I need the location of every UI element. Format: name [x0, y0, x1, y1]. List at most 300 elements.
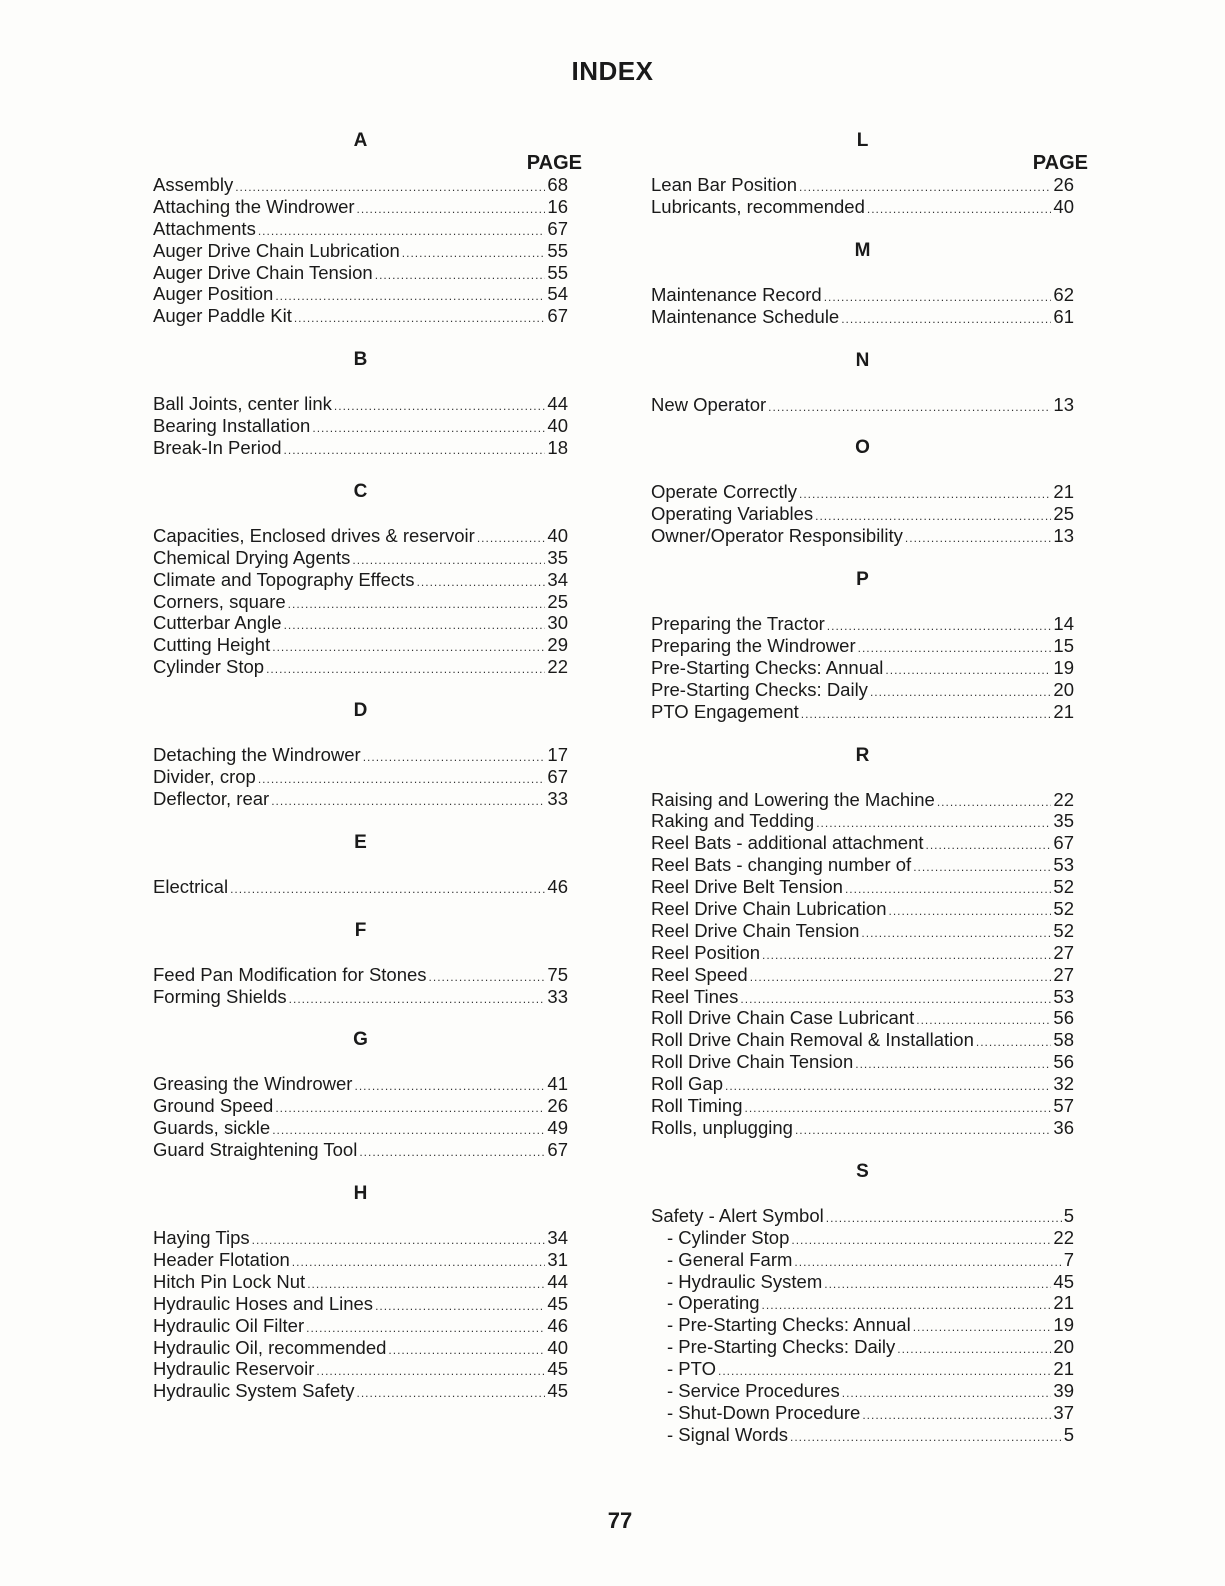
dot-leader — [402, 243, 546, 265]
dot-leader — [799, 484, 1051, 506]
dot-leader — [762, 945, 1051, 967]
entry-name: Auger Drive Chain Tension — [153, 261, 373, 283]
entry-page-number: 41 — [547, 1073, 568, 1095]
dot-leader — [429, 967, 546, 989]
index-entry — [651, 525, 1074, 547]
entry-page-number: 29 — [547, 634, 568, 656]
index-entry — [651, 832, 1074, 854]
dot-leader — [824, 1274, 1051, 1296]
index-entry — [651, 810, 1074, 832]
entry-name: Roll Timing — [651, 1095, 743, 1117]
entry-page-number: 22 — [547, 656, 568, 678]
index-entry — [651, 503, 1074, 525]
entry-name: Preparing the Tractor — [651, 613, 825, 635]
index-entry — [153, 1271, 568, 1293]
dot-leader — [388, 1340, 545, 1362]
index-entry — [153, 262, 568, 284]
index-entry — [651, 1249, 1074, 1271]
index-entry — [651, 196, 1074, 218]
index-entry — [153, 1358, 568, 1380]
entry-page-number: 37 — [1053, 1401, 1074, 1423]
index-entry — [153, 1227, 568, 1249]
entry-name: Climate and Topography Effects — [153, 568, 415, 590]
entry-page-number: 5 — [1063, 1204, 1074, 1226]
dot-leader — [258, 769, 546, 791]
entry-page-number: 75 — [547, 963, 568, 985]
entry-name: Hydraulic Hoses and Lines — [153, 1292, 374, 1314]
index-entry — [651, 1424, 1074, 1446]
section-letter: F — [354, 919, 367, 941]
entry-page-number: 45 — [547, 1358, 568, 1380]
entry-page-number: 25 — [1053, 503, 1074, 525]
entry-page-number: 40 — [547, 524, 568, 546]
dot-leader — [858, 638, 1052, 660]
index-entry — [153, 1095, 568, 1117]
entry-name: Hydraulic Oil Filter — [153, 1314, 305, 1336]
entry-name: Assembly — [153, 174, 234, 195]
dot-leader — [794, 1252, 1061, 1274]
dot-leader — [375, 265, 546, 287]
entry-page-number: 20 — [1053, 678, 1074, 700]
dot-leader — [885, 660, 1051, 682]
entry-page-number: 45 — [547, 1380, 568, 1402]
dot-leader — [288, 594, 546, 616]
entry-page-number: 21 — [1053, 481, 1074, 503]
entry-page-number: 62 — [1053, 283, 1074, 305]
entry-name: Forming Shields — [153, 985, 287, 1007]
dot-leader — [976, 1032, 1052, 1054]
index-entry — [153, 525, 568, 547]
section-letter: O — [855, 437, 870, 459]
entry-name: Raising and Lowering the Machine — [651, 788, 935, 810]
entry-page-number: 22 — [1053, 788, 1074, 810]
entry-page-number: 67 — [547, 766, 568, 788]
index-entry — [651, 986, 1074, 1008]
dot-leader — [417, 572, 546, 594]
entry-name: Rolls, unplugging — [651, 1116, 793, 1138]
section-letter: C — [353, 480, 368, 502]
index-entry — [651, 854, 1074, 876]
section-letter: E — [354, 831, 367, 853]
entry-page-number: 49 — [547, 1117, 568, 1139]
index-entry — [651, 1271, 1074, 1293]
index-entry — [153, 1117, 568, 1139]
index-entry — [651, 942, 1074, 964]
index-entry — [153, 547, 568, 569]
index-entry — [153, 634, 568, 656]
dot-leader — [827, 616, 1052, 638]
dot-leader — [888, 901, 1051, 923]
entry-page-number: 33 — [547, 787, 568, 809]
entry-name: Reel Bats - additional attachment — [651, 832, 924, 854]
entry-page-number: 57 — [1053, 1095, 1074, 1117]
index-entry — [651, 1073, 1074, 1095]
entry-name: Reel Tines — [651, 985, 739, 1007]
entry-name: Guard Straightening Tool — [153, 1139, 358, 1161]
entry-page-number: 46 — [547, 875, 568, 897]
entry-page-number: 67 — [547, 1139, 568, 1161]
entry-name: Reel Drive Chain Tension — [651, 919, 860, 941]
entry-page-number: 14 — [1053, 613, 1074, 635]
index-entry — [153, 218, 568, 240]
entry-name: Reel Position — [651, 941, 761, 963]
index-entry — [153, 986, 568, 1008]
entry-name: Reel Drive Belt Tension — [651, 876, 843, 898]
dot-leader — [870, 682, 1051, 704]
dot-leader — [477, 528, 546, 550]
entry-name: Pre-Starting Checks: Annual — [651, 656, 884, 678]
entry-name: - General Farm — [667, 1248, 793, 1270]
entry-name: Divider, crop — [153, 766, 256, 788]
index-entry — [153, 788, 568, 810]
entry-page-number: 53 — [1053, 854, 1074, 876]
index-entry — [651, 306, 1074, 328]
entry-page-number: 33 — [547, 985, 568, 1007]
entry-name: Hydraulic System Safety — [153, 1380, 355, 1402]
entry-name: - PTO — [667, 1358, 716, 1380]
index-entry — [651, 1336, 1074, 1358]
entry-name: Lean Bar Position — [651, 174, 798, 195]
entry-name: Pre-Starting Checks: Daily — [651, 678, 868, 700]
entry-page-number: 34 — [547, 1227, 568, 1249]
index-entry — [153, 1337, 568, 1359]
index-entry — [153, 766, 568, 788]
entry-page-number: 31 — [547, 1248, 568, 1270]
entry-page-number: 56 — [1053, 1007, 1074, 1029]
entry-name: Maintenance Record — [651, 283, 822, 305]
index-entry — [651, 1205, 1074, 1227]
entry-name: Hydraulic Oil, recommended — [153, 1336, 387, 1358]
dot-leader — [252, 1230, 546, 1252]
index-entry — [153, 656, 568, 678]
page-column-header: PAGE — [1032, 152, 1088, 174]
entry-page-number: 5 — [1063, 1423, 1074, 1445]
entry-name: New Operator — [651, 393, 767, 415]
entry-page-number: 67 — [1053, 832, 1074, 854]
entry-page-number: 58 — [1053, 1029, 1074, 1051]
entry-name: Safety - Alert Symbol — [651, 1204, 824, 1226]
entry-page-number: 26 — [1053, 174, 1074, 195]
entry-name: Roll Gap — [651, 1073, 723, 1095]
section-letter: H — [353, 1183, 368, 1205]
entry-name: Roll Drive Chain Removal & Installation — [651, 1029, 974, 1051]
entry-page-number: 39 — [1053, 1379, 1074, 1401]
entry-name: Bearing Installation — [153, 415, 311, 437]
dot-leader — [861, 923, 1051, 945]
index-entry — [153, 1073, 568, 1095]
entry-name: Hitch Pin Lock Nut — [153, 1270, 306, 1292]
entry-name: Attachments — [153, 217, 256, 239]
index-entry — [153, 569, 568, 591]
dot-leader — [801, 704, 1052, 726]
page-title: INDEX — [571, 56, 654, 86]
entry-page-number: 13 — [1053, 393, 1074, 415]
entry-name: Capacities, Enclosed drives & reservoir — [153, 524, 475, 546]
entry-name: Cylinder Stop — [153, 656, 265, 678]
dot-leader — [292, 1252, 546, 1274]
dot-leader — [284, 615, 546, 637]
entry-name: Cutting Height — [153, 634, 271, 656]
entry-name: Maintenance Schedule — [651, 305, 840, 327]
entry-page-number: 21 — [1053, 700, 1074, 722]
entry-name: - Shut-Down Procedure — [667, 1401, 861, 1423]
entry-page-number: 20 — [1053, 1336, 1074, 1358]
entry-page-number: 34 — [547, 568, 568, 590]
index-entry — [153, 591, 568, 613]
dot-leader — [289, 989, 546, 1011]
entry-name: Hydraulic Reservoir — [153, 1358, 315, 1380]
entry-page-number: 36 — [1053, 1116, 1074, 1138]
dot-leader — [284, 440, 546, 462]
entry-name: Lubricants, recommended — [651, 195, 865, 217]
section-letter: M — [854, 239, 871, 261]
section-letter: D — [353, 700, 368, 722]
entry-page-number: 40 — [547, 1336, 568, 1358]
entry-page-number: 67 — [547, 217, 568, 239]
index-entry — [651, 657, 1074, 679]
entry-page-number: 15 — [1053, 635, 1074, 657]
entry-name: - Operating — [667, 1292, 760, 1314]
entry-page-number: 30 — [547, 612, 568, 634]
index-entry — [153, 174, 568, 196]
entry-page-number: 13 — [1053, 525, 1074, 547]
index-entry — [153, 283, 568, 305]
entry-name: Raking and Tedding — [651, 810, 815, 832]
entry-page-number: 26 — [547, 1095, 568, 1117]
index-entry — [651, 1380, 1074, 1402]
entry-page-number: 16 — [547, 195, 568, 217]
entry-name: Greasing the Windrower — [153, 1073, 353, 1095]
index-entry — [651, 1007, 1074, 1029]
dot-leader — [275, 286, 545, 308]
entry-page-number: 25 — [547, 590, 568, 612]
entry-page-number: 52 — [1053, 876, 1074, 898]
index-entry — [651, 920, 1074, 942]
index-entry — [651, 1358, 1074, 1380]
dot-leader — [294, 308, 546, 330]
entry-page-number: 55 — [547, 261, 568, 283]
index-entry — [651, 1292, 1074, 1314]
entry-name: - Pre-Starting Checks: Annual — [667, 1314, 911, 1336]
entry-name: - Hydraulic System — [667, 1270, 823, 1292]
index-entry — [651, 613, 1074, 635]
entry-name: Auger Drive Chain Lubrication — [153, 239, 400, 261]
entry-name: Break-In Period — [153, 437, 282, 459]
entry-page-number: 44 — [547, 1270, 568, 1292]
entry-page-number: 19 — [1053, 656, 1074, 678]
dot-leader — [824, 287, 1052, 309]
dot-leader — [862, 1405, 1051, 1427]
entry-name: Roll Drive Chain Tension — [651, 1051, 854, 1073]
index-entry — [651, 1227, 1074, 1249]
index-entry — [651, 284, 1074, 306]
index-entry — [153, 393, 568, 415]
entry-name: Chemical Drying Agents — [153, 546, 351, 568]
entry-name: Detaching the Windrower — [153, 744, 361, 766]
entry-name: Operating Variables — [651, 503, 814, 525]
entry-name: Ground Speed — [153, 1095, 274, 1117]
index-entry — [153, 305, 568, 327]
entry-name: Auger Position — [153, 283, 274, 305]
dot-leader — [905, 528, 1052, 550]
index-entry — [153, 240, 568, 262]
entry-name: - Cylinder Stop — [667, 1226, 790, 1248]
index-entry — [651, 174, 1074, 196]
entry-page-number: 67 — [547, 305, 568, 327]
index-entry — [153, 1315, 568, 1337]
entry-name: - Service Procedures — [667, 1379, 840, 1401]
entry-page-number: 68 — [547, 174, 568, 195]
entry-name: - Pre-Starting Checks: Daily — [667, 1336, 896, 1358]
dot-leader — [795, 1120, 1051, 1142]
index-entry — [153, 1139, 568, 1161]
dot-leader — [230, 879, 545, 901]
section-letter: A — [353, 130, 368, 151]
entry-page-number: 35 — [1053, 810, 1074, 832]
entry-page-number: 54 — [547, 283, 568, 305]
dot-leader — [334, 396, 546, 418]
index-entry — [651, 1051, 1074, 1073]
entry-page-number: 21 — [1053, 1358, 1074, 1380]
entry-name: - Signal Words — [667, 1423, 788, 1445]
index-column-left — [153, 130, 582, 1402]
index-entry — [153, 1249, 568, 1271]
index-entry — [651, 1117, 1074, 1139]
section-letter: G — [353, 1029, 368, 1051]
entry-name: Preparing the Windrower — [651, 635, 856, 657]
entry-page-number: 40 — [1053, 195, 1074, 217]
entry-page-number: 61 — [1053, 305, 1074, 327]
entry-name: Operate Correctly — [651, 481, 797, 503]
index-entry — [651, 679, 1074, 701]
entry-page-number: 45 — [1053, 1270, 1074, 1292]
section-letter: N — [855, 349, 870, 371]
dot-leader — [266, 659, 545, 681]
section-letter: S — [856, 1160, 869, 1182]
entry-name: Reel Bats - changing number of — [651, 854, 912, 876]
dot-leader — [357, 1383, 546, 1405]
entry-name: Owner/Operator Responsibility — [651, 525, 903, 547]
entry-page-number: 55 — [547, 239, 568, 261]
entry-name: Ball Joints, center link — [153, 393, 332, 415]
entry-name: Guards, sickle — [153, 1117, 271, 1139]
entry-name: Attaching the Windrower — [153, 195, 355, 217]
index-entry — [651, 394, 1074, 416]
index-entry — [153, 437, 568, 459]
dot-leader — [375, 1296, 545, 1318]
dot-leader — [272, 637, 545, 659]
dot-leader — [271, 791, 545, 813]
entry-page-number: 32 — [1053, 1073, 1074, 1095]
dot-leader — [768, 397, 1051, 419]
entry-page-number: 35 — [547, 546, 568, 568]
entry-name: Deflector, rear — [153, 787, 270, 809]
entry-page-number: 22 — [1053, 1226, 1074, 1248]
entry-name: Header Flotation — [153, 1248, 290, 1270]
entry-page-number: 40 — [547, 415, 568, 437]
entry-page-number: 56 — [1053, 1051, 1074, 1073]
entry-page-number: 7 — [1063, 1248, 1074, 1270]
dot-leader — [897, 1339, 1051, 1361]
dot-leader — [826, 1208, 1062, 1230]
entry-page-number: 52 — [1053, 919, 1074, 941]
index-entry — [651, 1402, 1074, 1424]
entry-page-number: 21 — [1053, 1292, 1074, 1314]
dot-leader — [913, 857, 1051, 879]
index-entry — [651, 1314, 1074, 1336]
entry-page-number: 46 — [547, 1314, 568, 1336]
entry-name: Haying Tips — [153, 1227, 250, 1249]
dot-leader — [312, 418, 545, 440]
entry-name: Feed Pan Modification for Stones — [153, 963, 427, 985]
page-column-header: PAGE — [526, 152, 582, 174]
dot-leader — [855, 1054, 1051, 1076]
entry-page-number: 44 — [547, 393, 568, 415]
entry-page-number: 53 — [1053, 985, 1074, 1007]
entry-page-number: 27 — [1053, 941, 1074, 963]
entry-page-number: 19 — [1053, 1314, 1074, 1336]
dot-leader — [359, 1142, 545, 1164]
entry-page-number: 18 — [547, 437, 568, 459]
index-entry — [651, 635, 1074, 657]
section-letter: L — [856, 130, 869, 151]
entry-page-number: 45 — [547, 1292, 568, 1314]
dot-leader — [913, 1317, 1052, 1339]
entry-page-number: 27 — [1053, 963, 1074, 985]
index-entry — [153, 1380, 568, 1402]
index-entry — [651, 481, 1074, 503]
index-entry — [153, 196, 568, 218]
dot-leader — [790, 1427, 1062, 1449]
entry-name: PTO Engagement — [651, 700, 799, 722]
entry-name: Electrical — [153, 875, 229, 897]
entry-page-number: 52 — [1053, 898, 1074, 920]
section-letter: P — [856, 569, 869, 591]
dot-leader — [841, 309, 1051, 331]
entry-name: Reel Speed — [651, 963, 748, 985]
dot-leader — [842, 1383, 1052, 1405]
index-entry — [651, 789, 1074, 811]
index-entry — [651, 1029, 1074, 1051]
dot-leader — [926, 835, 1052, 857]
index-entry — [651, 964, 1074, 986]
dot-leader — [357, 199, 546, 221]
dot-leader — [725, 1076, 1051, 1098]
index-entry — [153, 744, 568, 766]
dot-leader — [937, 792, 1052, 814]
index-entry — [153, 876, 568, 898]
dot-leader — [791, 1230, 1051, 1252]
index-entry — [153, 415, 568, 437]
entry-name: Roll Drive Chain Case Lubricant — [651, 1007, 915, 1029]
dot-leader — [363, 747, 546, 769]
index-entry — [153, 612, 568, 634]
entry-name: Cutterbar Angle — [153, 612, 282, 634]
dot-leader — [750, 967, 1052, 989]
entry-name: Auger Paddle Kit — [153, 305, 292, 327]
index-entry — [153, 1293, 568, 1315]
dot-leader — [275, 1098, 545, 1120]
index-entry — [651, 876, 1074, 898]
section-letter: B — [353, 349, 368, 371]
entry-page-number: 17 — [547, 744, 568, 766]
entry-name: Corners, square — [153, 590, 286, 612]
index-entry — [153, 964, 568, 986]
index-column-right — [651, 130, 1088, 1446]
index-entry — [651, 1095, 1074, 1117]
index-entry — [651, 701, 1074, 723]
section-letter: R — [855, 744, 870, 766]
